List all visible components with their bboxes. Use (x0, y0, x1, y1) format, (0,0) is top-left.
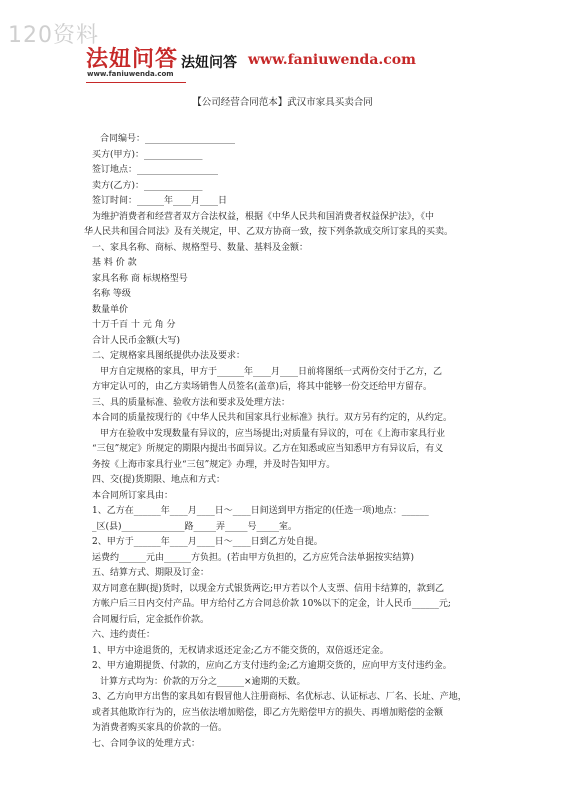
contract-line: _区(县)______________路_____弄_____号_____室。 (92, 521, 298, 532)
contract-line: 2、甲方逾期提货、付款的，应向乙方支付违约金;乙方逾期交货的，应向甲方支付违约金。 (92, 661, 452, 671)
section-heading: 三、具的质量标准、验收方法和要求及处理方法： (92, 397, 291, 408)
contract-line: 名称 等级 (92, 289, 131, 299)
contract-line: 合同编号：____________________ (100, 134, 236, 144)
contract-line: 签订地点：__________________ (92, 165, 219, 175)
contract-line: 本合同的质量按现行的《中华人民共和国家具行业标准》执行。双方另有约定的，从约定。 (92, 413, 453, 423)
contract-line: 双方同意在脚(提)货时，以现金方式银货两讫;甲方若以个人支票、信用卡结算的，款到乙 (92, 583, 445, 594)
contract-body (84, 132, 482, 752)
watermark-text: 120资料 (8, 23, 99, 48)
contract-line: 合同履行后，定金抵作价款。 (92, 614, 210, 625)
contract-line: 为消费者购买家具的价款的一倍。 (92, 723, 228, 733)
contract-line: “三包”规定》所规定的期限内提出书面异议。乙方在知悉或应当知悉甲方有异议后，有义 (92, 444, 444, 454)
contract-line: 本合同所订家具由： (92, 490, 174, 501)
contract-line: 卖方(乙方)：_____________ (92, 180, 203, 191)
contract-line: 华人民共和国合同法》及有关规定，甲、乙双方协商一致，按下列条款成交所订家具的买卖。 (84, 227, 454, 237)
contract-line: 为维护消费者和经营者双方合法权益，根据《中华人民共和国消费者权益保护法》，《中 (92, 211, 435, 222)
logo-cn-text: 法妞问答 (86, 47, 179, 72)
contract-line: 数量单价 (92, 304, 129, 315)
brand-url-link[interactable]: www.faniuwenda.com (248, 52, 416, 68)
contract-line: 方帐户后三日内交付产品。甲方给付乙方合同总价款 10%以下的定金，计人民币______元; (92, 599, 451, 609)
contract-line: 甲方在验收中发现数量有异议的，应当场提出;对质量有异议的，可在《上海市家具行业 (100, 428, 446, 439)
section-heading: 一、家具名称、商标、规格型号、数量、基料及金额： (92, 242, 309, 253)
document-title: 【公司经营合同范本】武汉市家具买卖合同 (192, 97, 373, 108)
section-heading: 六、违约责任： (92, 630, 156, 640)
contract-line: 或者其他欺诈行为的，应当依法增加赔偿，即乙方先赔偿甲方的损失、再增加赔偿的金额 (92, 707, 444, 718)
contract-line: 1、乙方在______年____月____日～____日间送到甲方指定的(任选一项)地点：______ (92, 506, 429, 516)
section-heading: 四、交(提)货期限、地点和方式： (92, 475, 226, 485)
contract-line: 运费约______元由______方负担。(若由甲方负担的，乙方应凭合法单据按实结算) (92, 552, 415, 563)
contract-line: 3、乙方向甲方出售的家具如有假冒他人注册商标、名优标志、认证标志、厂名、长址、产地， (92, 692, 467, 702)
contract-line: 方审定认可的，由乙方卖场销售人员签名(盖章)后，将其中能够一份交还给甲方留存。 (92, 382, 433, 392)
contract-line: 甲方自定规格的家具，甲方于______年____月____日前将图纸一式两份交付于乙方，乙 (100, 366, 443, 377)
contract-line: 1、甲方中途退货的，无权请求返还定金;乙方不能交货的，双倍返还定金。 (92, 645, 389, 656)
logo-underline (86, 82, 186, 83)
contract-line: 2、甲方于______年____月____日～____日到乙方处自提。 (92, 537, 323, 547)
contract-line: 十万千百 十 元 角 分 (92, 320, 176, 330)
site-logo[interactable] (86, 44, 416, 84)
contract-line: 务按《上海市家具行业“三包”规定》办理，并及时告知甲方。 (92, 459, 336, 470)
contract-line: 基 料 价 款 (92, 258, 137, 268)
contract-line: 计算方式均为：价款的万分之______×逾期的天数。 (100, 676, 306, 687)
contract-line: 家具名称 商 标规格型号 (92, 273, 188, 284)
section-heading: 七、合同争议的处理方式： (92, 738, 201, 749)
section-heading: 五、结算方式、期限及订金： (92, 568, 210, 578)
contract-line: 买方(甲方)：_____________ (92, 149, 203, 160)
brand-name: 法妞问答 (181, 55, 237, 71)
contract-line: 合计人民币金额(大写) (92, 335, 181, 346)
contract-line: 签订时间：______年____月____日 (92, 196, 228, 206)
logo-url-small: www.faniuwenda.com (87, 70, 174, 78)
section-heading: 二、定规格家具图纸提供办法及要求： (92, 351, 246, 361)
